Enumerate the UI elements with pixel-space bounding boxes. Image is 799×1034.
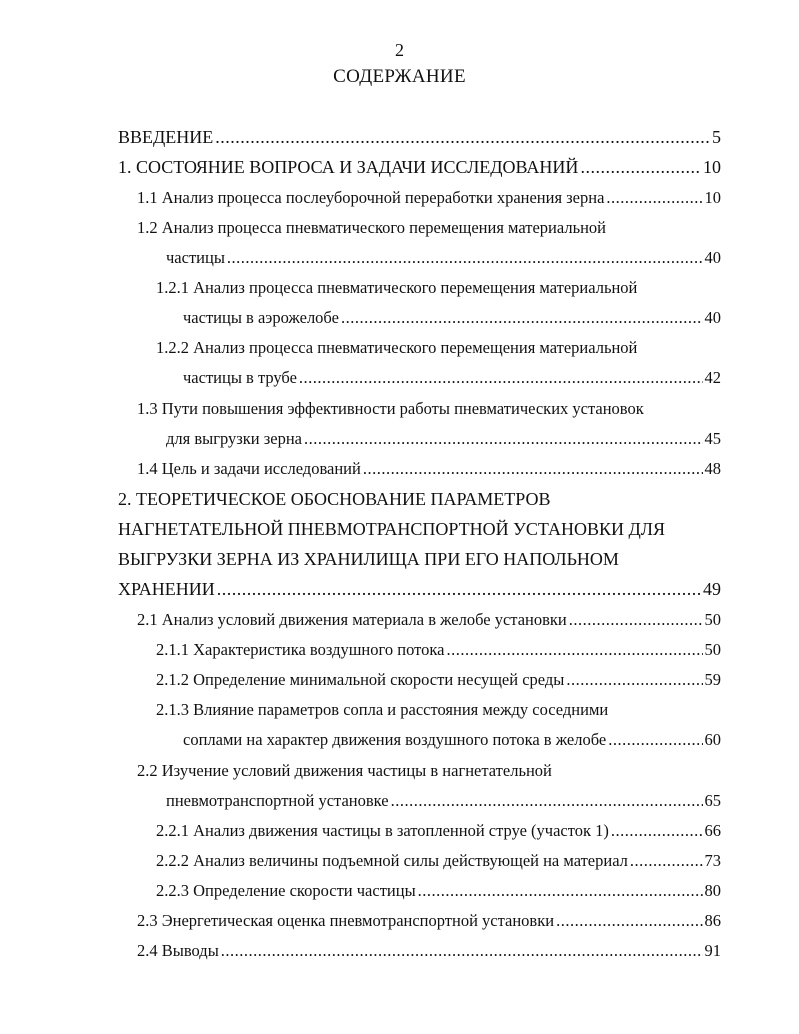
toc-entry-1-2-2-line-2 [183, 363, 721, 393]
toc-entry-chapter-2-line-2 [118, 514, 665, 544]
toc-leader-dots [304, 424, 702, 454]
page-number: 2 [395, 40, 404, 60]
toc-entry-text: 1.3 Пути повышения эффективности работы пневматических установок [137, 399, 644, 418]
toc-entry-introduction [118, 122, 721, 152]
toc-entry-1-4 [137, 454, 721, 484]
toc-leader-dots [566, 665, 702, 695]
toc-leader-dots [391, 786, 703, 816]
toc-page-number: 65 [704, 791, 721, 810]
toc-entry-text: частицы в трубе [183, 368, 297, 387]
toc-entry-chapter-1 [118, 152, 721, 182]
toc-entry-chapter-2-line-4 [118, 574, 721, 604]
toc-leader-dots [556, 906, 702, 936]
toc-entry-text: частицы в аэрожелобе [183, 308, 339, 327]
toc-leader-dots [221, 936, 703, 966]
toc-page-number: 59 [704, 670, 721, 689]
toc-entry-text: частицы [166, 248, 225, 267]
toc-entry-2-1-1 [156, 635, 721, 665]
toc-page-number: 48 [704, 459, 721, 478]
toc-entry-text: 2.1.1 Характеристика воздушного потока [156, 640, 445, 659]
toc-entry-text: 1. СОСТОЯНИЕ ВОПРОСА И ЗАДАЧИ ИССЛЕДОВАНИЙ [118, 157, 579, 177]
toc-leader-dots [446, 635, 702, 665]
toc-entry-text: 2.4 Выводы [137, 941, 219, 960]
toc-entry-text: 2.1 Анализ условий движения материала в желобе установки [137, 610, 567, 629]
toc-entry-1-2-1-line-2 [183, 303, 721, 333]
toc-leader-dots [606, 183, 702, 213]
toc-leader-dots [418, 876, 703, 906]
toc-entry-1-3-line-2 [166, 424, 721, 454]
toc-page-number: 60 [704, 730, 721, 749]
toc-leader-dots [608, 725, 702, 755]
toc-entry-text: ВЫГРУЗКИ ЗЕРНА ИЗ ХРАНИЛИЩА ПРИ ЕГО НАПОЛЬНОМ [118, 549, 619, 569]
toc-entry-text: 2. ТЕОРЕТИЧЕСКОЕ ОБОСНОВАНИЕ ПАРАМЕТРОВ [118, 489, 551, 509]
toc-page-number: 80 [704, 881, 721, 900]
toc-entry-2-2-line-2 [166, 786, 721, 816]
toc-entry-text: 1.2.2 Анализ процесса пневматического перемещения материальной [156, 338, 638, 357]
toc-leader-dots [580, 152, 701, 182]
toc-entry-text: 1.1 Анализ процесса послеуборочной переработки хранения зерна [137, 188, 605, 207]
toc-entry-text: НАГНЕТАТЕЛЬНОЙ ПНЕВМОТРАНСПОРТНОЙ УСТАНОВКИ ДЛЯ [118, 519, 665, 539]
toc-entry-2-2-2 [156, 846, 721, 876]
toc-entry-text: 1.2 Анализ процесса пневматического перемещения материальной [137, 218, 607, 237]
toc-entry-text: 2.2.1 Анализ движения частицы в затопленной струе (участок 1) [156, 821, 609, 840]
toc-page-number: 50 [704, 610, 721, 629]
toc-entry-2-1-3-line-1 [156, 695, 608, 725]
toc-entry-1-2-2-line-1 [156, 333, 637, 363]
toc-entry-1-2-1-line-1 [156, 273, 637, 303]
toc-entry-text: для выгрузки зерна [166, 429, 303, 448]
toc-page-number: 5 [712, 127, 721, 147]
toc-entry-text: ХРАНЕНИИ [118, 579, 215, 599]
toc-page-number: 66 [704, 821, 721, 840]
toc-entry-1-1 [137, 183, 721, 213]
toc-page-number: 45 [704, 429, 721, 448]
toc-entry-2-2-line-1 [137, 756, 552, 786]
toc-entry-text: пневмотранспортной установке [166, 791, 389, 810]
page-title: СОДЕРЖАНИЕ [333, 66, 466, 87]
toc-entry-text: 2.3 Энергетическая оценка пневмотранспортной установки [137, 911, 555, 930]
toc-leader-dots [630, 846, 703, 876]
toc-leader-dots [341, 303, 703, 333]
toc-entry-2-2-1 [156, 816, 721, 846]
toc-page-number: 49 [703, 579, 721, 599]
toc-entry-2-1 [137, 605, 721, 635]
toc-entry-chapter-2-line-1 [118, 484, 550, 514]
toc-leader-dots [217, 574, 701, 604]
toc-entry-chapter-2-line-3 [118, 544, 619, 574]
toc-entry-text: соплами на характер движения воздушного потока в желобе [183, 730, 607, 749]
toc-page-number: 73 [704, 851, 721, 870]
toc-page-number: 10 [703, 157, 721, 177]
toc-leader-dots [611, 816, 703, 846]
toc-page-number: 42 [704, 368, 721, 387]
toc-entry-2-1-2 [156, 665, 721, 695]
toc-entry-text: 2.1.2 Определение минимальной скорости несущей среды [156, 670, 565, 689]
toc-entry-2-1-3-line-2 [183, 725, 721, 755]
toc-page-number: 10 [704, 188, 721, 207]
toc-entry-2-2-3 [156, 876, 721, 906]
toc-entry-2-4 [137, 936, 721, 966]
toc-leader-dots [299, 363, 703, 393]
toc-entry-text: 2.2 Изучение условий движения частицы в нагнетательной [137, 761, 552, 780]
toc-entry-2-3 [137, 906, 721, 936]
toc-page-number: 40 [704, 248, 721, 267]
toc-entry-text: ВВЕДЕНИЕ [118, 127, 214, 147]
toc-leader-dots [569, 605, 703, 635]
toc-leader-dots [215, 122, 710, 152]
toc-page-number: 91 [704, 941, 721, 960]
toc-entry-text: 1.2.1 Анализ процесса пневматического перемещения материальной [156, 278, 638, 297]
toc-page-number: 40 [704, 308, 721, 327]
toc-entry-text: 2.1.3 Влияние параметров сопла и расстояния между соседними [156, 700, 609, 719]
toc-entry-1-2-line-2 [166, 243, 721, 273]
toc-page-number: 86 [704, 911, 721, 930]
toc-entry-1-3-line-1 [137, 394, 644, 424]
toc-leader-dots [363, 454, 703, 484]
toc-entry-text: 2.2.2 Анализ величины подъемной силы действующей на материал [156, 851, 628, 870]
toc-entry-1-2-line-1 [137, 213, 606, 243]
toc-entry-text: 1.4 Цель и задачи исследований [137, 459, 361, 478]
toc-entry-text: 2.2.3 Определение скорости частицы [156, 881, 416, 900]
toc-leader-dots [227, 243, 703, 273]
toc-page-number: 50 [704, 640, 721, 659]
